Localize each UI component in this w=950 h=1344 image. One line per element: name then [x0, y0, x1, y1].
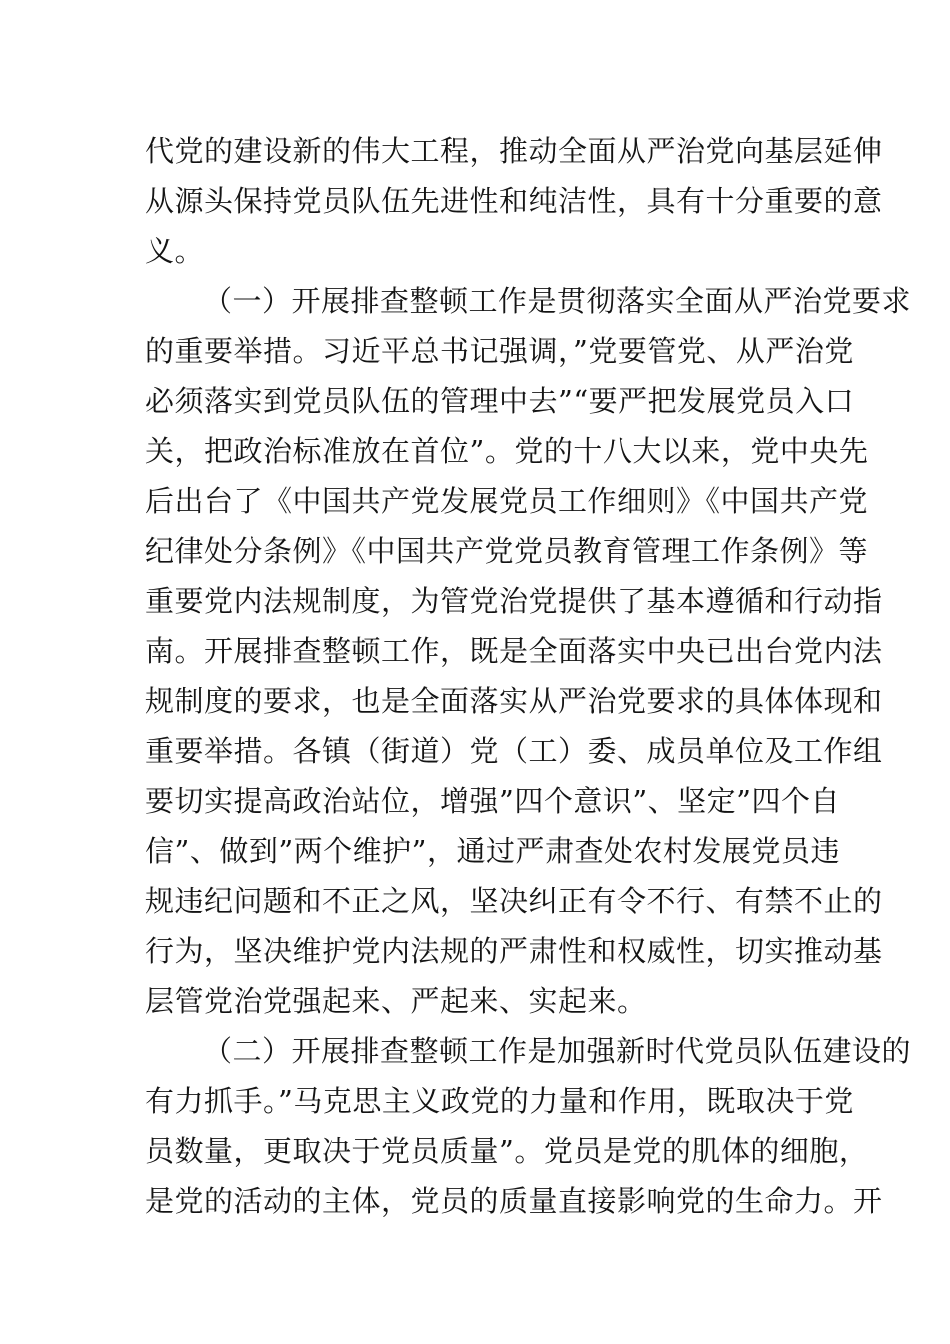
text-line: 规违纪问题和不正之风，坚决纠正有令不行、有禁不止的 — [145, 884, 883, 918]
text-line: 从源头保持党员队伍先进性和纯洁性，具有十分重要的意 — [145, 184, 883, 218]
text-line: 重要党内法规制度，为管党治党提供了基本遵循和行动指 — [145, 584, 883, 618]
text-line: 义。 — [145, 234, 205, 268]
text-line: 纪律处分条例》《中国共产党党员教育管理工作条例》等 — [145, 534, 869, 568]
text-line: 信”、做到”两个维护”，通过严肃查处农村发展党员违 — [145, 834, 840, 868]
text-line: 员数量，更取决于党员质量”。党员是党的肌体的细胞， — [145, 1134, 869, 1168]
text-line: 的重要举措。习近平总书记强调，”党要管党、从严治党 — [145, 334, 854, 368]
text-line: 重要举措。各镇（街道）党（工）委、成员单位及工作组 — [145, 734, 883, 768]
text-line: 要切实提高政治站位，增强”四个意识”、坚定”四个自 — [145, 784, 840, 818]
text-line: 有力抓手。”马克思主义政党的力量和作用，既取决于党 — [145, 1084, 854, 1118]
section-heading-line: （一）开展排查整顿工作是贯彻落实全面从严治党要求 — [203, 284, 912, 318]
text-line: 代党的建设新的伟大工程，推动全面从严治党向基层延伸 — [145, 134, 883, 168]
text-line: 行为，坚决维护党内法规的严肃性和权威性，切实推动基 — [145, 934, 883, 968]
text-line: 后出台了《中国共产党发展党员工作细则》《中国共产党 — [145, 484, 869, 518]
text-line: 必须落实到党员队伍的管理中去”“要严把发展党员入口 — [145, 384, 855, 418]
text-line: 关，把政治标准放在首位”。党的十八大以来，党中央先 — [145, 434, 869, 468]
text-line: 层管党治党强起来、严起来、实起来。 — [145, 984, 647, 1018]
text-line: 规制度的要求，也是全面落实从严治党要求的具体体现和 — [145, 684, 883, 718]
section-heading-line: （二）开展排查整顿工作是加强新时代党员队伍建设的 — [203, 1034, 912, 1068]
text-line: 是党的活动的主体，党员的质量直接影响党的生命力。开 — [145, 1184, 883, 1218]
text-line: 南。开展排查整顿工作，既是全面落实中央已出台党内法 — [145, 634, 883, 668]
body-text — [145, 126, 912, 1226]
